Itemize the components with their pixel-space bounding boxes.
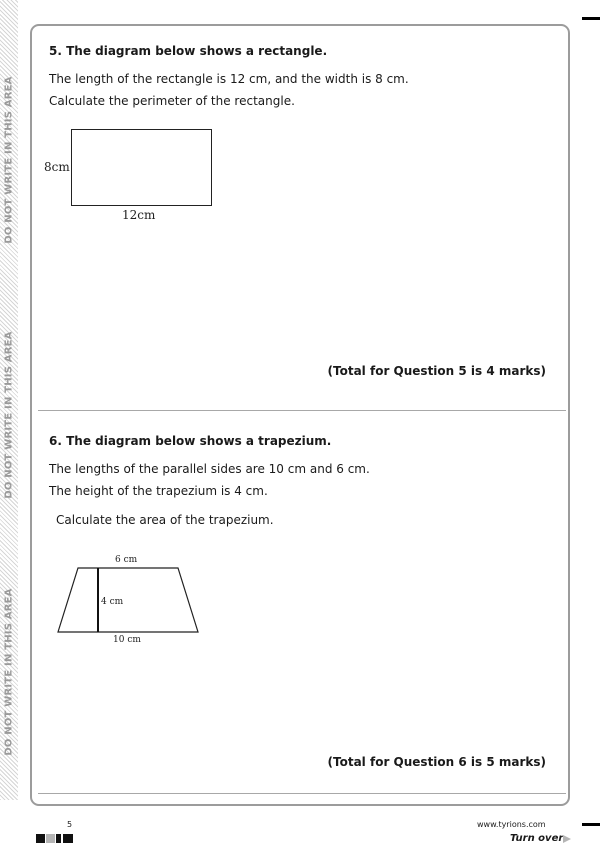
rect-width-label: 8cm [44, 160, 70, 174]
q6-title: 6. The diagram below shows a trapezium. [49, 434, 332, 448]
q6-line-2: The height of the trapezium is 4 cm. [49, 484, 268, 498]
q5-line-1: The length of the rectangle is 12 cm, and the width is 8 cm. [49, 72, 409, 86]
turn-over-arrow-icon [562, 834, 572, 844]
q6-total-marks: (Total for Question 6 is 5 marks) [327, 755, 546, 769]
trap-bottom-label: 10 cm [113, 635, 141, 645]
q6-line-3: Calculate the area of the trapezium. [56, 513, 274, 527]
q5-total-marks: (Total for Question 5 is 4 marks) [327, 364, 546, 378]
q5-line-2: Calculate the perimeter of the rectangle. [49, 94, 295, 108]
bottom-divider [38, 793, 566, 794]
q6-line-1: The lengths of the parallel sides are 10 cm and 6 cm. [49, 462, 370, 476]
website-url: www.tyrions.com [477, 820, 546, 829]
trap-height-label: 4 cm [101, 597, 124, 607]
barcode-strip [36, 834, 73, 843]
page-number: 5 [67, 820, 73, 829]
rect-length-label: 12cm [122, 208, 156, 222]
trapezium-shape [58, 568, 198, 632]
turn-over-label: Turn over [510, 833, 564, 844]
trap-top-label: 6 cm [115, 555, 138, 565]
q5-title: 5. The diagram below shows a rectangle. [49, 44, 328, 58]
